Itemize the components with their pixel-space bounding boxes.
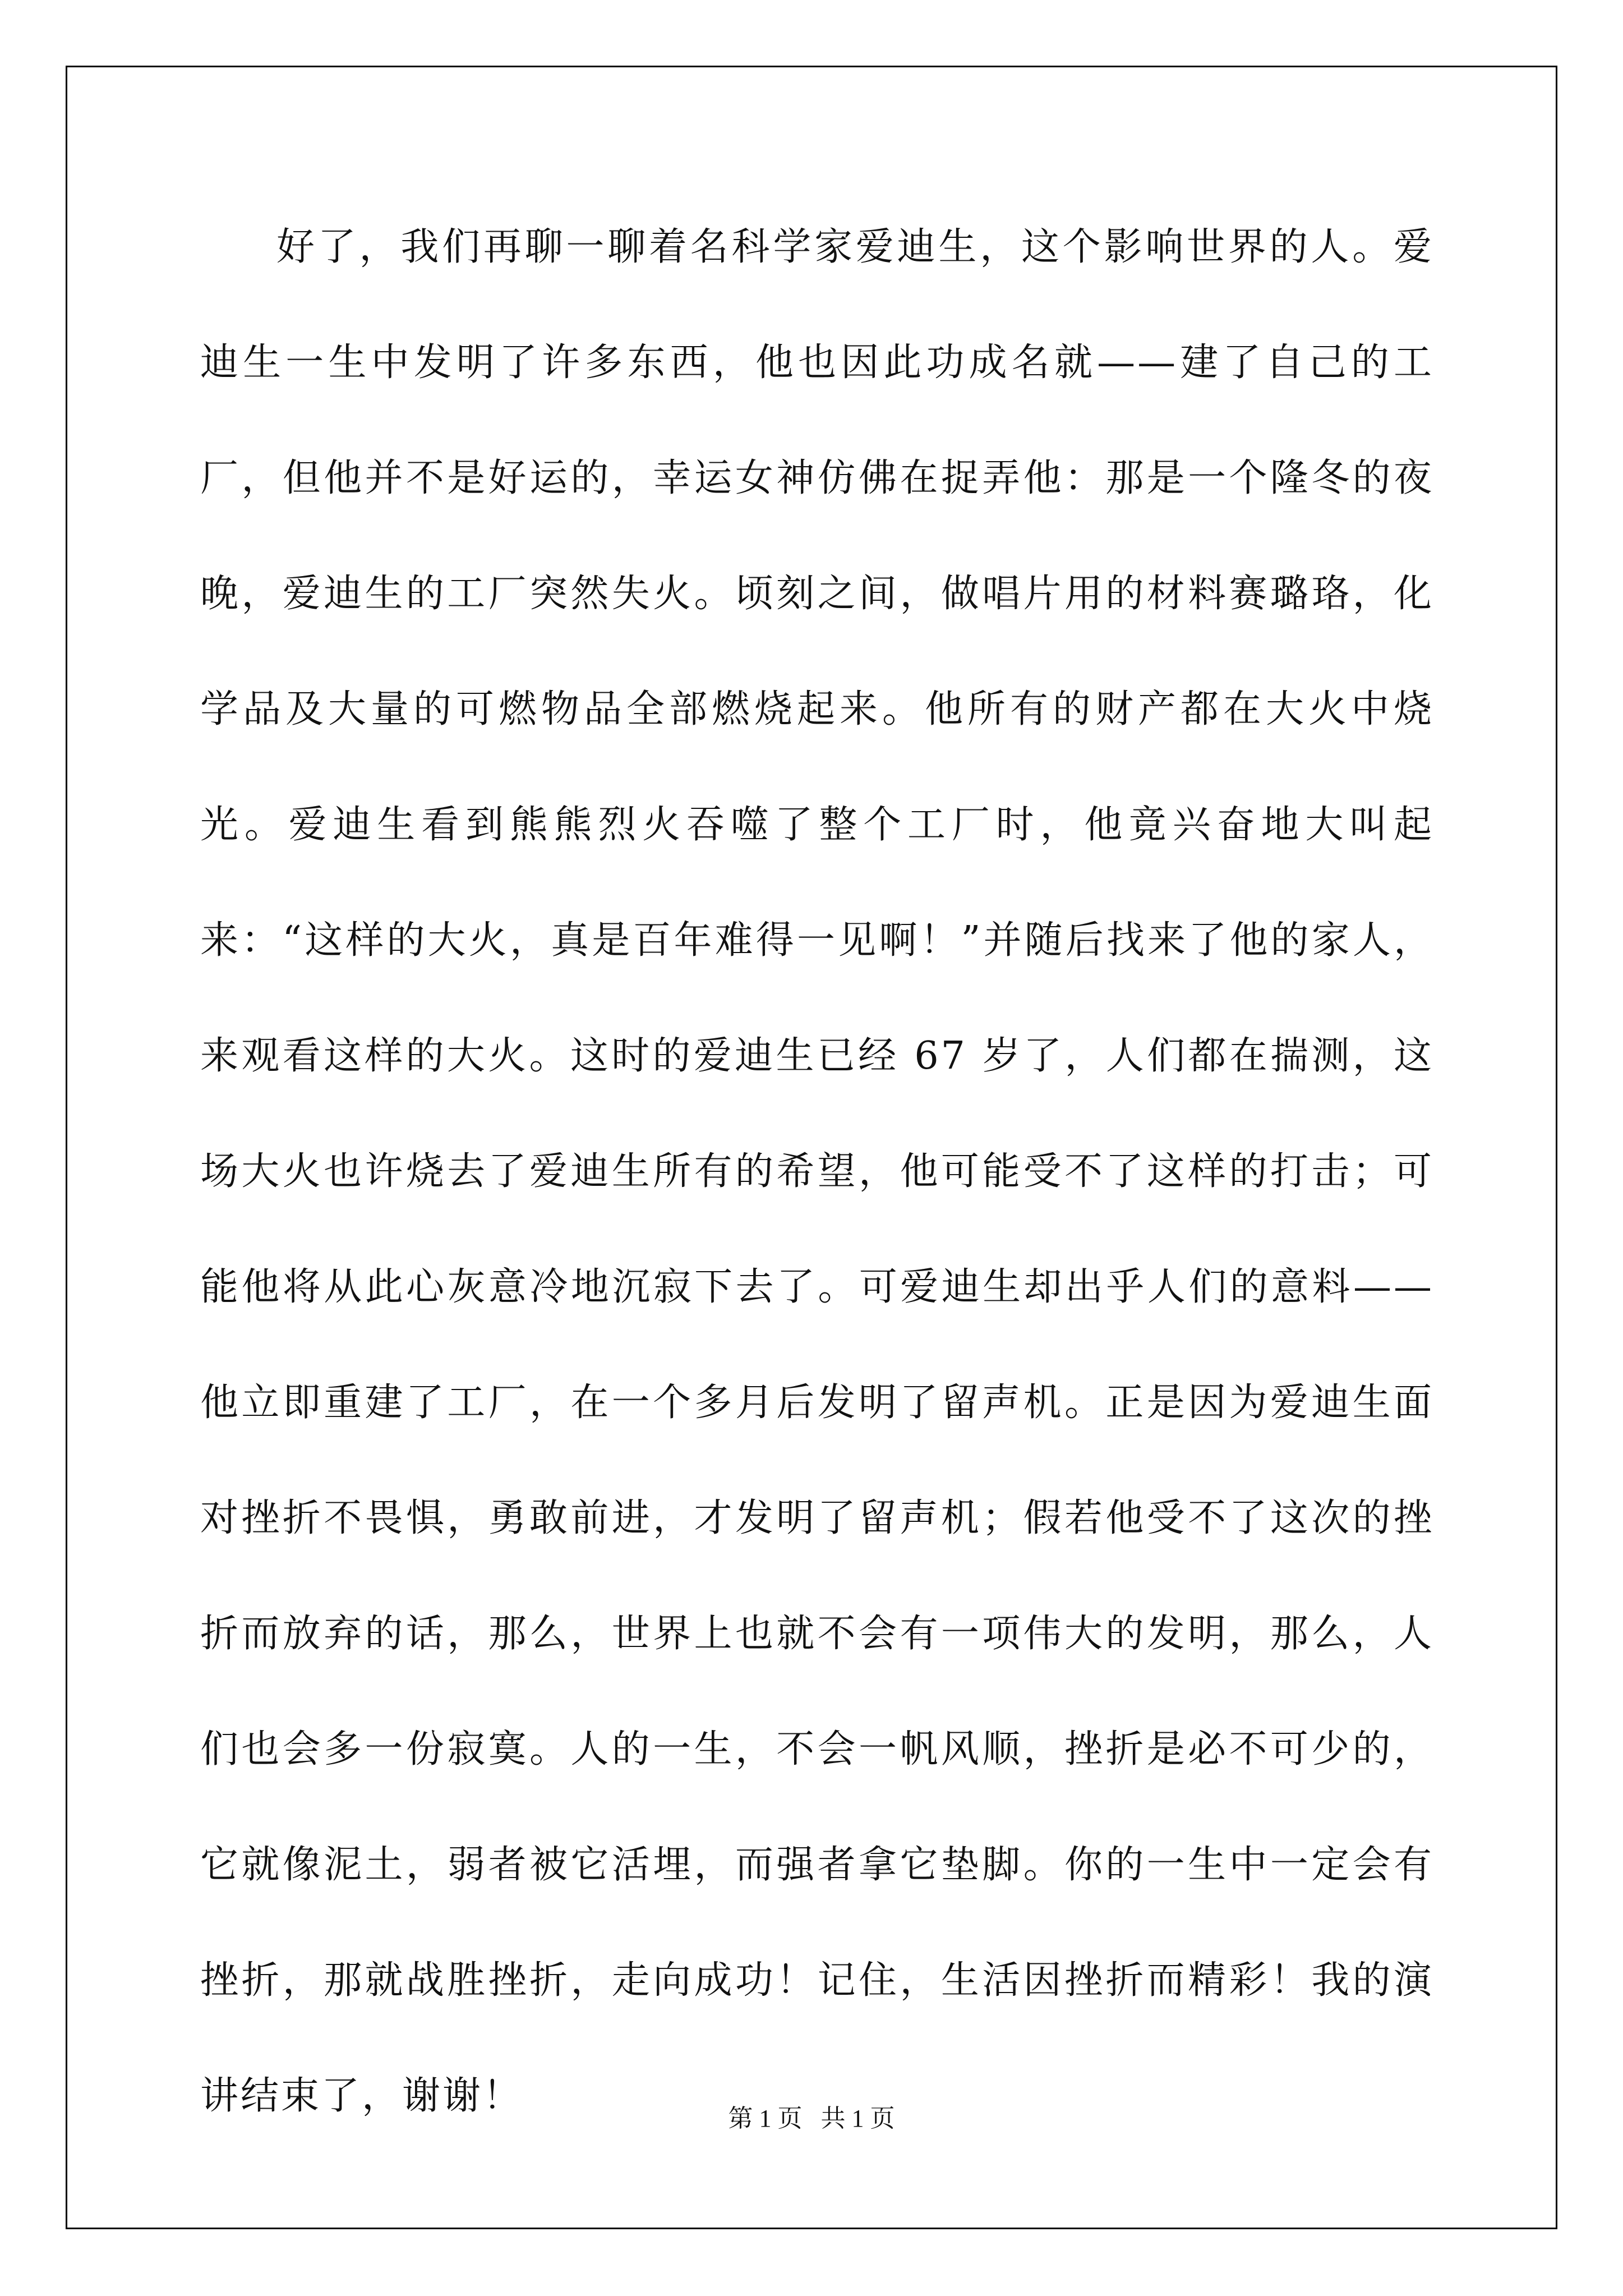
page-number-footer: 第 1 页 共 1 页 bbox=[728, 2105, 895, 2132]
body-paragraph: 好了，我们再聊一聊着名科学家爱迪生，这个影响世界的人。爱迪生一生中发明了许多东西，他也因此功成名就——建了自己的工厂，但他并不是好运的，幸运女神仿佛在捉弄他：那是一个隆冬的夜晚，爱迪生的工厂突然失火。顷刻之间，做唱片用的材料赛璐珞，化学品及大量的可燃物品全部燃烧起来。他所有的财产都在大火中烧光。爱迪生看到熊熊烈火吞噬了整个工厂时，他竟兴奋地大叫起来：“这样的大火，真是百年难得一见啊！”并随后找来了他的家人，来观看这样的大火。这时的爱迪生已经 67 岁了，人们都在揣测，这场大火也许烧去了爱迪生所有的希望，他可能受不了这样的打击；可能他将从此心灰意冷地沉寂下去了。可爱迪生却出乎人们的意料——他立即重建了工厂，在一个多月后发明了留声机。正是因为爱迪生面对挫折不畏惧，勇敢前进，才发明了留声机；假若他受不了这次的挫折而放弃的话，那么，世界上也就不会有一项伟大的发明，那么，人们也会多一份寂寞。人的一生，不会一帆风顺，挫折是必不可少的，它就像泥土，弱者被它活埋，而强者拿它垫脚。你的一生中一定会有挫折，那就战胜挫折，走向成功！记住，生活因挫折而精彩！我的演讲结束了，谢谢！ bbox=[200, 225, 1434, 2118]
